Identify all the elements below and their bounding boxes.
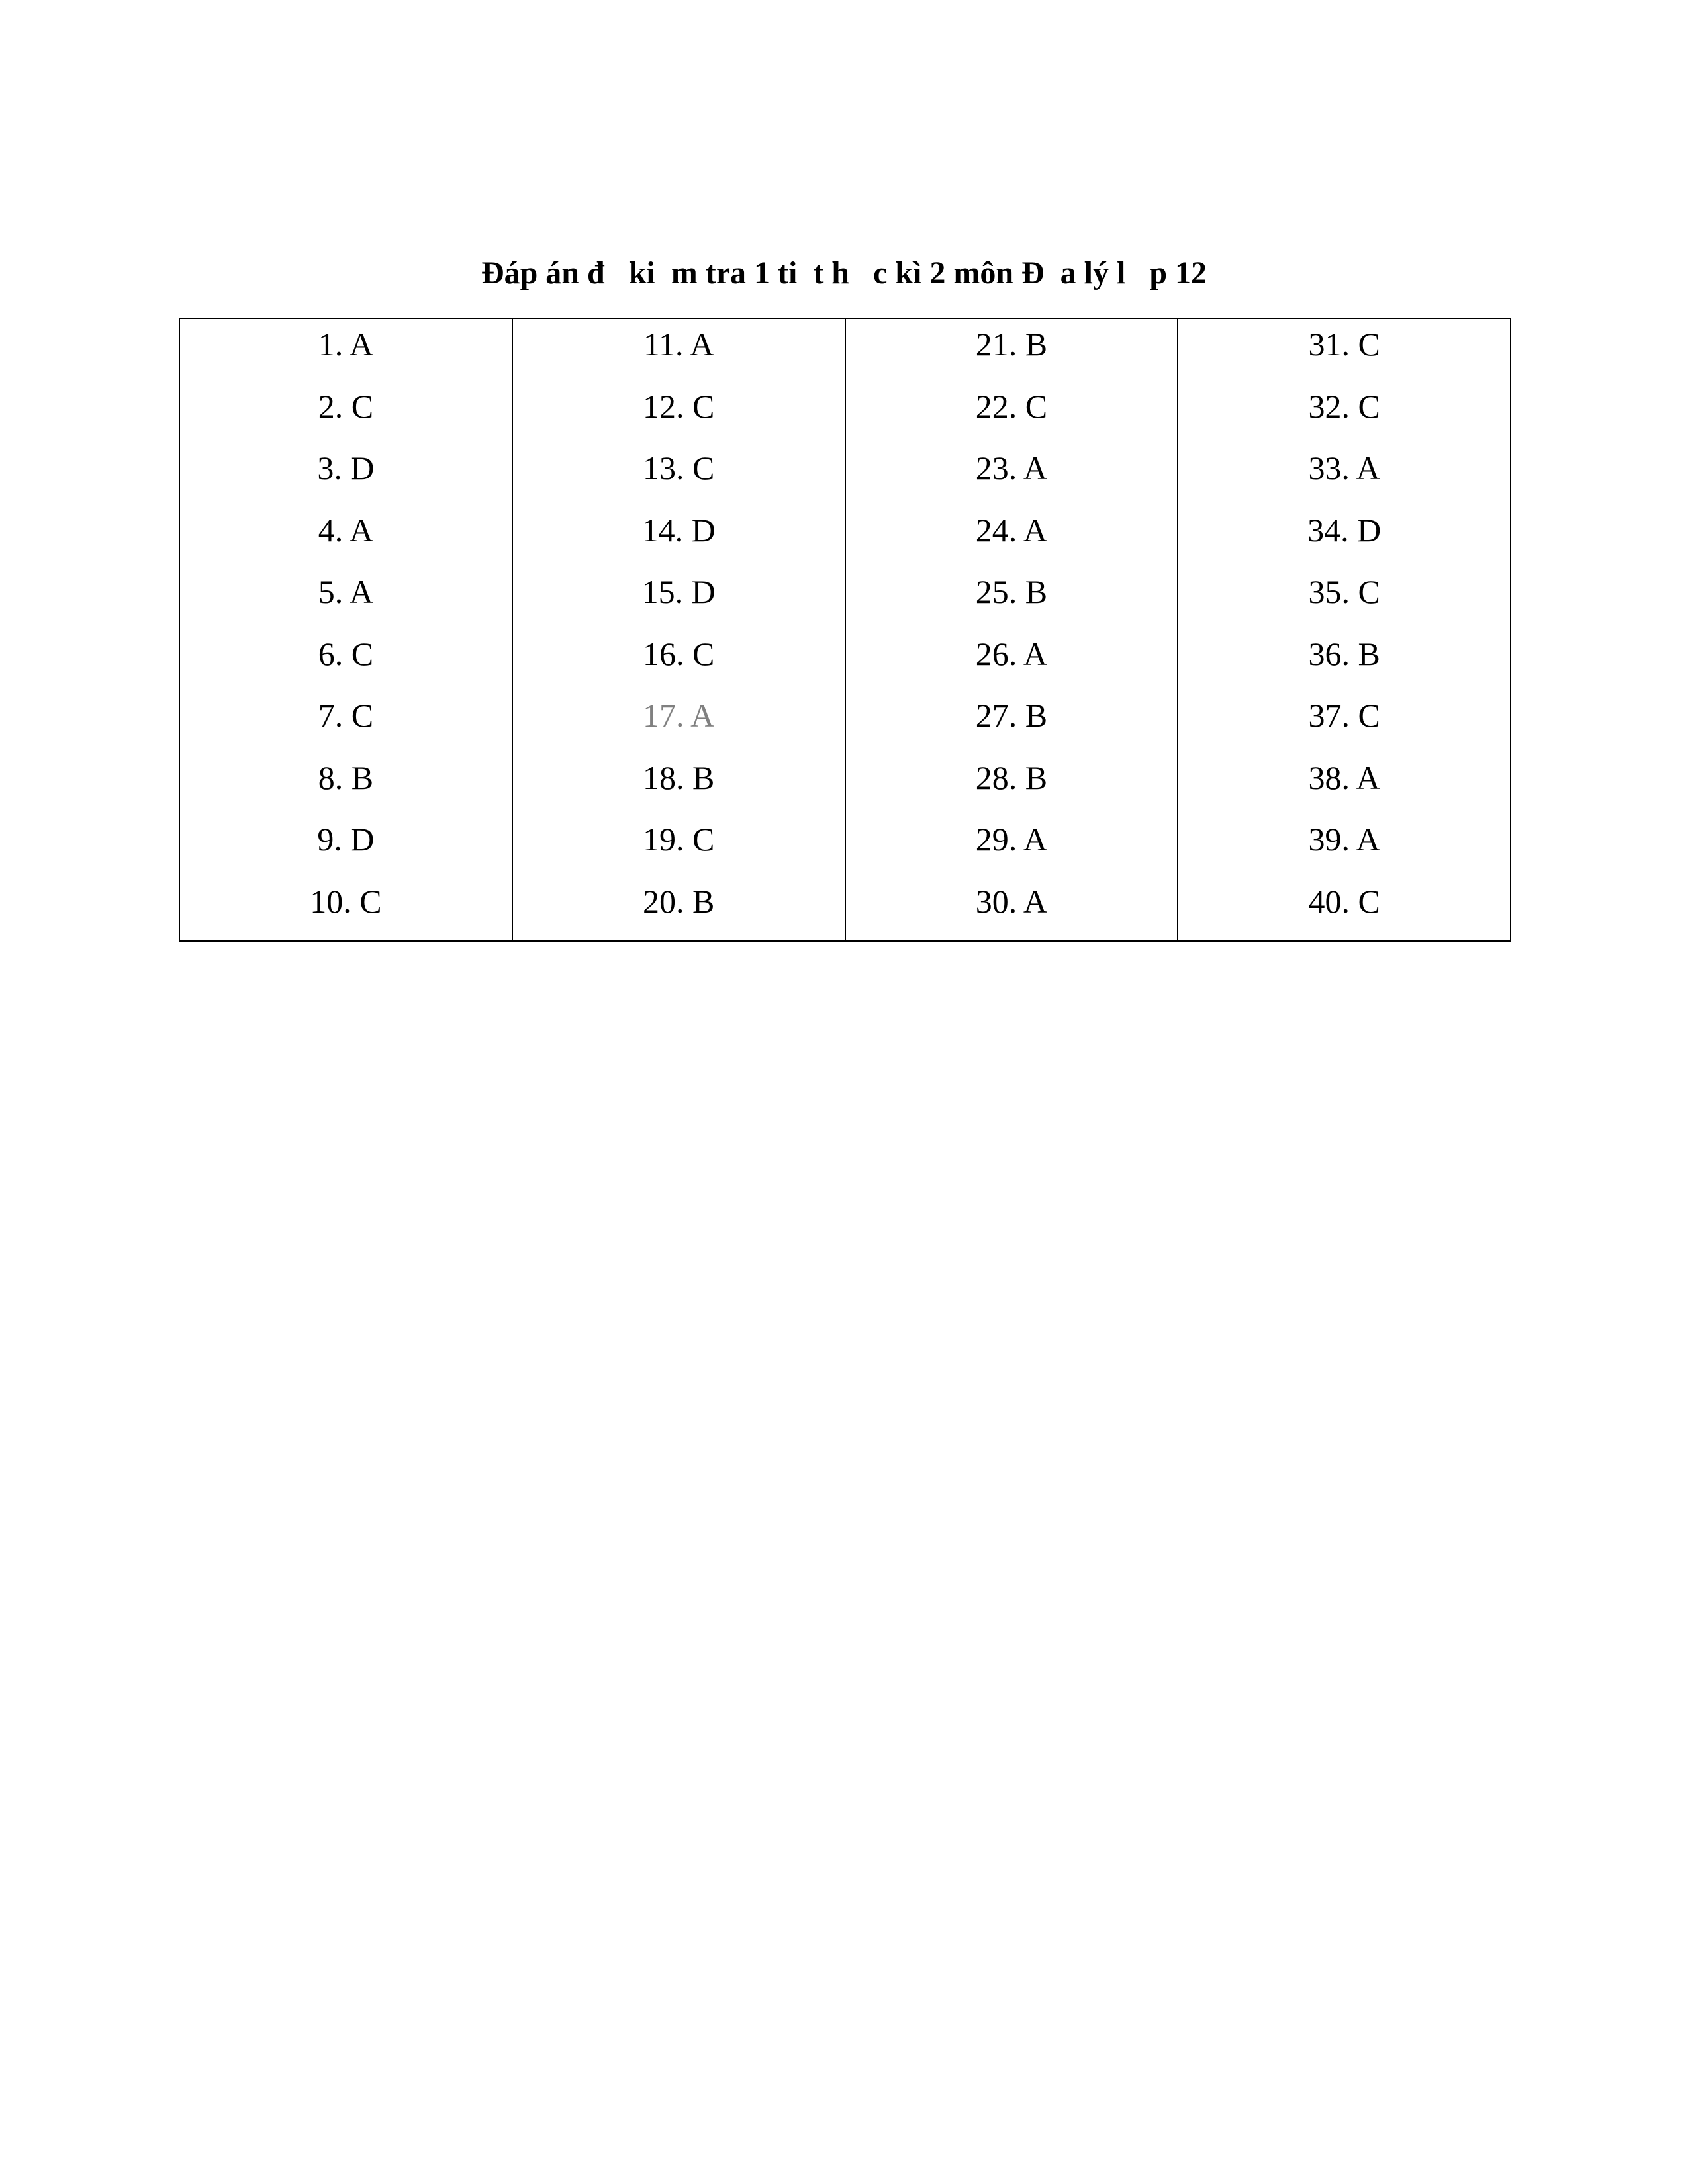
answer-cell: 35. C: [1308, 573, 1380, 610]
answer-cell: 31. C: [1308, 326, 1380, 363]
answer-cell: 2. C: [318, 387, 374, 425]
answer-cell: 3. D: [317, 449, 375, 486]
answer-cell: 27. B: [975, 697, 1048, 734]
answer-cell: 29. A: [975, 821, 1048, 858]
answer-cell: 1. A: [318, 326, 374, 363]
answer-column-1: [180, 319, 513, 940]
answer-key-table: [179, 318, 1511, 942]
answer-cell: 16. C: [642, 635, 715, 672]
answer-cell: 8. B: [318, 758, 374, 796]
answer-cell: 21. B: [975, 326, 1048, 363]
answer-cell: 39. A: [1308, 821, 1380, 858]
answer-cell: 10. C: [310, 882, 382, 920]
answer-cell: 9. D: [317, 821, 375, 858]
answer-cell: 26. A: [975, 635, 1048, 672]
answer-cell: 34. D: [1307, 511, 1382, 549]
answer-cell: 4. A: [318, 511, 374, 549]
answer-column-4: [1178, 319, 1510, 940]
answer-cell: 25. B: [975, 573, 1048, 610]
answer-cell: 30. A: [975, 882, 1048, 920]
answer-cell: 15. D: [641, 573, 716, 610]
answer-cell: 37. C: [1308, 697, 1380, 734]
answer-cell: 33. A: [1308, 449, 1380, 486]
answer-cell: 7. C: [318, 697, 374, 734]
answer-cell: 18. B: [642, 758, 715, 796]
answer-cell: 32. C: [1308, 387, 1380, 425]
answer-cell: 20. B: [642, 882, 715, 920]
answer-cell: 6. C: [318, 635, 374, 672]
page-title: Đáp án đ ki m tra 1 ti t h c kì 2 môn Đ a lý l p 12: [481, 255, 1207, 291]
answer-cell: 40. C: [1308, 882, 1380, 920]
answer-cell: 11. A: [643, 326, 714, 363]
answer-cell: 19. C: [642, 821, 715, 858]
answer-cell: 12. C: [642, 387, 715, 425]
answer-cell: 38. A: [1308, 758, 1380, 796]
answer-cell: 22. C: [975, 387, 1048, 425]
answer-cell: 23. A: [975, 449, 1048, 486]
answer-cell: 36. B: [1308, 635, 1380, 672]
answer-cell: 14. D: [641, 511, 716, 549]
answer-cell: 28. B: [975, 758, 1048, 796]
answer-column-2: [513, 319, 846, 940]
answer-column-3: [846, 319, 1179, 940]
answer-cell: 24. A: [975, 511, 1048, 549]
answer-cell: 17. A: [642, 697, 715, 734]
answer-cell: 13. C: [642, 449, 715, 486]
answer-cell: 5. A: [318, 573, 374, 610]
